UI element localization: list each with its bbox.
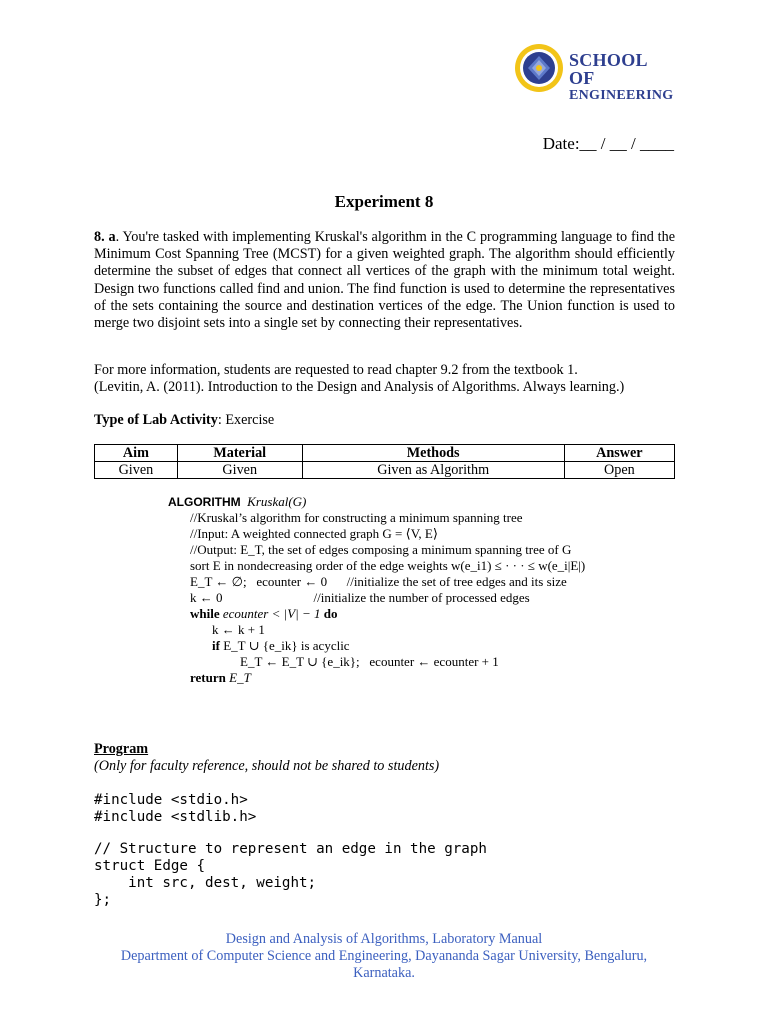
algorithm-block (168, 494, 628, 686)
algorithm-while-line (168, 606, 628, 622)
algorithm-comment-1: //Kruskal’s algorithm for constructing a minimum spanning tree (190, 510, 523, 525)
logo-text-line1: SCHOOL OF (569, 50, 647, 88)
program-heading: Program (94, 741, 149, 757)
footer-line-2: Department of Computer Science and Engineering, Dayananda Sagar University, Bengaluru, (120, 948, 648, 964)
table-header-row (95, 445, 675, 462)
table-cell-aim: Given (95, 462, 178, 479)
do-keyword: do (323, 606, 338, 621)
code-struct-edge: // Structure to represent an edge in the graph struct Edge { int src, dest, weight; }; (94, 841, 487, 908)
return-value: E_T (225, 670, 251, 685)
algorithm-header (168, 494, 628, 510)
activity-label: Type of Lab Activity (94, 412, 218, 428)
return-keyword: return (190, 670, 226, 685)
reference-line-2: (Levitin, A. (2011). Introduction to the Design and Analysis of Algorithms. Always learning.) (94, 379, 625, 396)
problem-number: 8. a (94, 229, 116, 245)
algorithm-comment-3: //Output: E_T, the set of edges composing a minimum spanning tree of G (190, 542, 572, 557)
date-field: Date:__ / __ / ____ (542, 134, 674, 153)
while-condition: ecounter < |V| − 1 (219, 606, 324, 621)
footer-line-1: Design and Analysis of Algorithms, Laboratory Manual (225, 931, 543, 947)
code-includes: #include <stdio.h> #include <stdlib.h> (94, 792, 257, 825)
algorithm-keyword: ALGORITHM (168, 495, 241, 509)
page-title: Experiment 8 (334, 192, 434, 211)
algorithm-name: Kruskal(G) (247, 494, 307, 509)
init-code: E_T ← ∅; ecounter ← 0 (190, 574, 328, 589)
k-comment: //initialize the number of processed edges (313, 590, 530, 605)
problem-text: . You're tasked with implementing Kruskal's algorithm in the C programming language to find the Minimum Cost Spanning Tree (MCST) for a given weighted graph. The algorithm should efficiently determine the subset of edges that connect all vertices of the graph with the minimum total weight. Design two functions called find and union. The find function is used to determine the representatives of the sets containing the source and destination vertices of the edge. The Union function is used to merge two disjoint sets into a single set by connecting their representatives. (94, 229, 675, 332)
lab-activity-type (94, 412, 675, 429)
algorithm-return-line (168, 670, 628, 686)
lab-activity-table (94, 444, 675, 479)
page-footer (0, 931, 768, 982)
algorithm-sort-line: sort E in nondecreasing order of the edge weights w(e_i1) ≤ · · · ≤ w(e_i|E|) (190, 558, 586, 573)
table-row (95, 462, 675, 479)
table-cell-methods: Given as Algorithm (302, 462, 564, 479)
university-seal-icon (514, 43, 564, 93)
program-note: (Only for faculty reference, should not be shared to students) (94, 758, 440, 774)
if-keyword: if (212, 638, 220, 653)
reference-note (94, 362, 675, 396)
footer-line-3: Karnataka. (353, 965, 415, 981)
school-logo (514, 43, 674, 103)
k-code: k ← 0 (190, 590, 223, 605)
algorithm-k-line (168, 590, 628, 606)
algorithm-increment-line: k ← k + 1 (212, 622, 265, 637)
table-header-methods: Methods (302, 445, 564, 462)
table-header-material: Material (177, 445, 302, 462)
algorithm-init-line (168, 574, 628, 590)
table-cell-answer: Open (564, 462, 674, 479)
table-header-aim: Aim (95, 445, 178, 462)
table-cell-material: Given (177, 462, 302, 479)
problem-statement (94, 229, 675, 332)
table-header-answer: Answer (564, 445, 674, 462)
logo-text-line2: ENGINEERING (569, 88, 674, 103)
if-condition: E_T ∪ {e_ik} is acyclic (219, 638, 350, 653)
algorithm-comment-2: //Input: A weighted connected graph G = ⟨V, E⟩ (190, 526, 438, 541)
reference-line-1: For more information, students are requested to read chapter 9.2 from the textbook 1. (94, 362, 578, 378)
while-keyword: while (190, 606, 220, 621)
init-comment: //initialize the set of tree edges and its size (346, 574, 567, 589)
algorithm-union-line: E_T ← E_T ∪ {e_ik}; ecounter ← ecounter + 1 (240, 654, 499, 669)
activity-value: : Exercise (217, 412, 275, 428)
algorithm-if-line (168, 638, 628, 654)
